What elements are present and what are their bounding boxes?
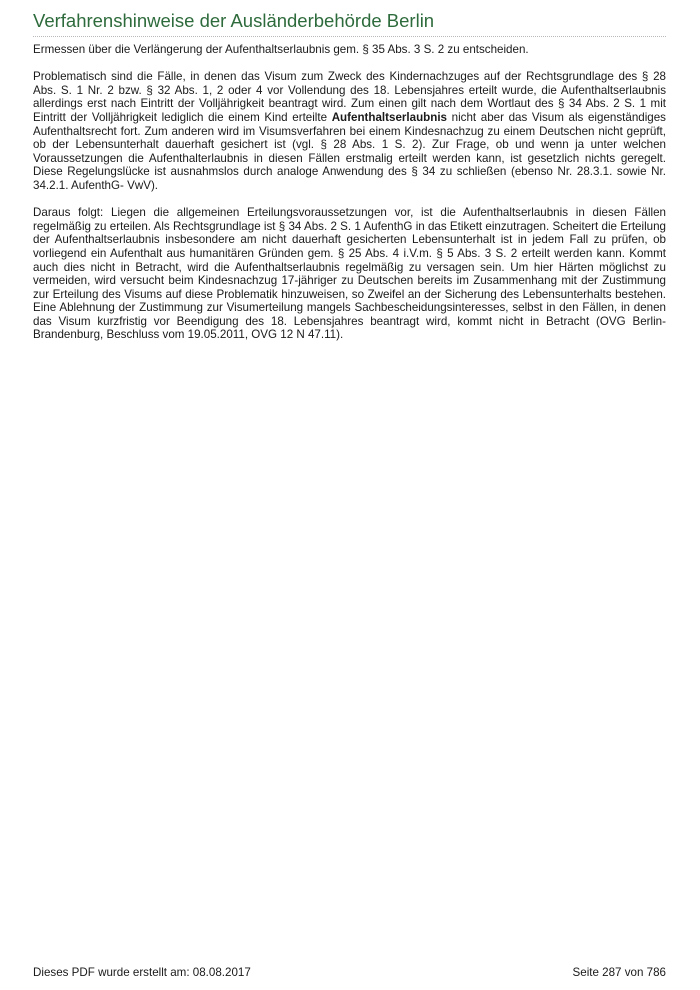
page-footer — [33, 966, 666, 979]
creation-date: Dieses PDF wurde erstellt am: 08.08.2017 — [33, 966, 251, 979]
document-title: Verfahrenshinweise der Ausländerbehörde Berlin — [33, 10, 435, 31]
paragraph-1: Ermessen über die Verlängerung der Aufenthaltserlaubnis gem. § 35 Abs. 3 S. 2 zu entscheiden. — [33, 43, 529, 56]
paragraph-2-text-a: Problematisch sind die Fälle, in denen das Visum zum Zweck des Kindernachzuges auf der Rechtsgrundlage des § 28 Abs. S. 1 Nr. 2 bzw. § 32 Abs. 1, 2 oder 4 vor Vollendung des 18. Lebensjahres erteilt wurde, die Aufenthaltserlaubnis allerdings erst nach Eintritt der Volljährigkeit beantragt wird. Zum einen gilt nach dem Wortlaut des § 34 Abs. 2 S. 1 mit Eintritt der Volljährigkeit lediglich die einem Kind erteilte — [33, 70, 666, 124]
paragraph-3: Daraus folgt: Liegen die allgemeinen Erteilungsvoraussetzungen vor, ist die Aufenthaltserlaubnis in diesen Fällen regelmäßig zu erteilen. Als Rechtsgrundlage ist § 34 Abs. 2 S. 1 AufenthG in das Etikett einzutragen. Scheitert die Erteilung der Aufenthaltserlaubnis insbesondere am nicht dauerhaft gesicherten Lebensunterhalt ist in jedem Fall zu prüfen, ob vorliegend ein Aufenthalt aus humanitären Gründen gem. § 25 Abs. 4 i.V.m. § 5 Abs. 3 S. 2 erteilt werden kann. Kommt auch dies nicht in Betracht, wird die Aufenthaltserlaubnis regelmäßig zu versagen sein. Um hier Härten möglichst zu vermeiden, wird versucht beim Kindesnachzug 17-jähriger zu Deutschen bereits im Zusammenhang mit der Zustimmung zur Erteilung des Visums auf diese Problematik hinzuweisen, so Zweifel an der Sicherung des Lebensunterhalts bestehen. Eine Ablehnung der Zustimmung zur Visumerteilung mangels Sachbescheidungsinteresses, selbst in den Fällen, in denen das Visum kurzfristig vor Beendigung des 18. Lebensjahres beantragt wird, kommt nicht in Betracht (OVG Berlin-Brandenburg, Beschluss vom 19.05.2011, OVG 12 N 47.11). — [33, 206, 666, 342]
paragraph-2-text-b: nicht aber das Visum als eigenständiges Aufenthaltsrecht fort. Zum anderen wird im Visumsverfahren bei einem Kindesnachzug zu einem Deutschen nicht geprüft, ob der Lebensunterhalt dauerhaft gesichert ist (vgl. § 28 Abs. 1 S. 2). Zur Frage, ob und wenn ja unter welchen Voraussetzungen die Aufenthalterlaubnis in diesen Fällen erstmalig erteilt werden kann, ist gesetzlich nichts geregelt. Diese Regelungslücke ist ausnahmslos durch analoge Anwendung des § 34 zu schließen (ebenso Nr. 28.3.1. sowie Nr. 34.2.1. AufenthG- VwV). — [33, 110, 666, 192]
page-number: Seite 287 von 786 — [572, 966, 666, 979]
paragraph-2 — [33, 70, 666, 192]
paragraph-2-bold-term: Aufenthaltserlaubnis — [331, 110, 447, 124]
document-body — [33, 43, 666, 356]
page-header — [33, 10, 666, 37]
